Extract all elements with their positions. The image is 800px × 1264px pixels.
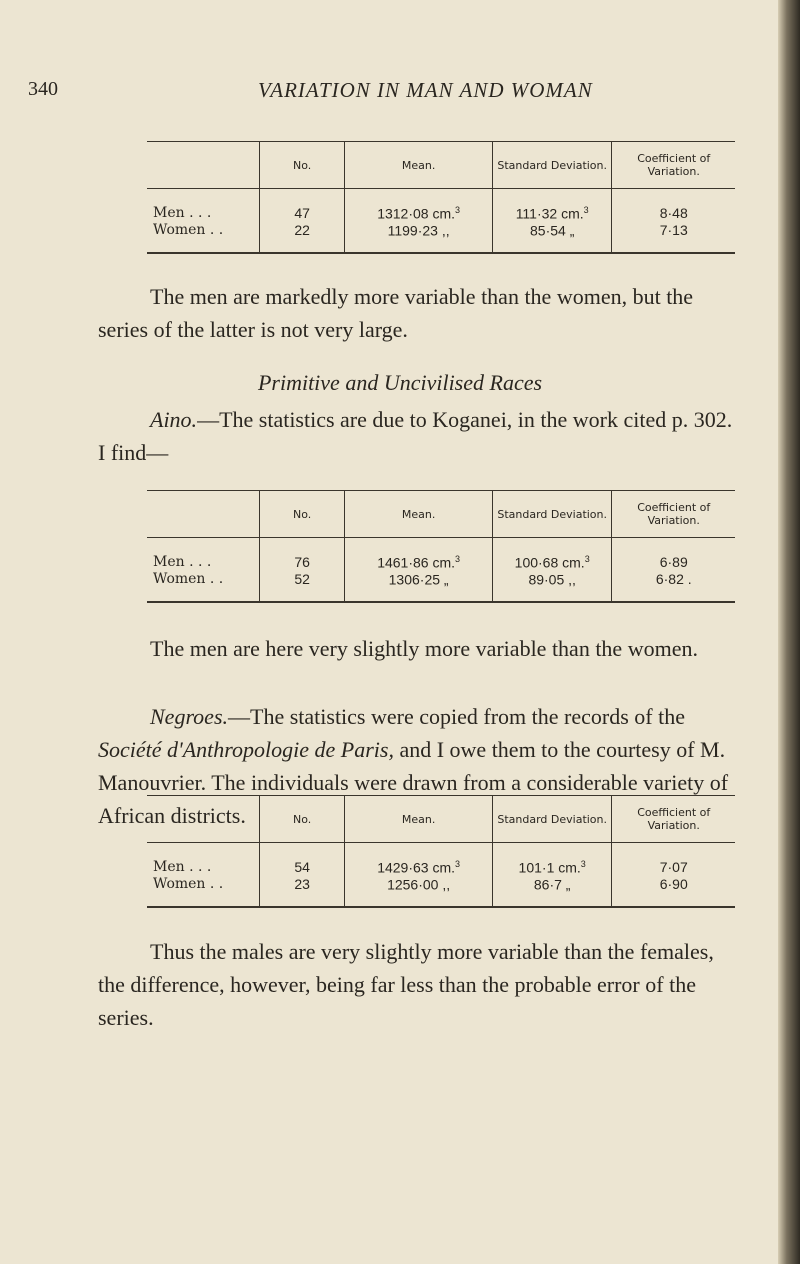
header-mean: Mean. (345, 142, 493, 189)
negroes-title: Negroes. (150, 704, 229, 729)
table-header-row (147, 796, 735, 843)
stats-table-2 (147, 490, 735, 603)
table-row (147, 222, 735, 254)
paragraph-men-more-variable: The men are markedly more variable than the women, but the series of the latter is not very large. (98, 284, 694, 342)
cell-cv: 6·89 (659, 554, 688, 570)
page-number: 340 (28, 78, 58, 100)
page-header (28, 78, 748, 118)
cell-no: 52 (259, 571, 344, 603)
row-label: Women . . (147, 222, 259, 254)
cell-cv: 6·90 (659, 875, 688, 892)
cell-sd: 100·68 cm.$^3$ (492, 538, 612, 571)
cell-mean: 1461·86 cm.$^3$ (345, 538, 493, 571)
row-label: Women . . (147, 876, 259, 908)
header-sd: Standard Deviation. (492, 142, 612, 189)
header-blank (147, 491, 259, 538)
section-heading: Primitive and Uncivilised Races (257, 370, 543, 395)
table-row (147, 538, 735, 571)
cell-mean: 1429·63 cm.$^3$ (345, 843, 493, 876)
paragraph-aino: Aino.—The statistics are due to Koganei, in the work cited p. 302. I find— (98, 407, 733, 465)
cell-mean: 1312·08 cm.$^3$ (345, 189, 493, 222)
table-row (147, 571, 735, 603)
paragraph-slightly-more-variable: The men are here very slightly more variable than the women. (150, 636, 698, 661)
cell-cv: 7·13 (659, 221, 688, 238)
header-sd: Standard Deviation. (492, 491, 612, 538)
cell-cv: 6·82 . (655, 570, 692, 587)
paragraph-negroes: Negroes.—The statistics were copied from the records of the Société d'Anthropologie de Paris, and I owe them to the courtesy of M. Manouvrier. The individuals were drawn from a considerable variety of African districts. (98, 704, 729, 828)
page-edge-shadow (778, 0, 800, 1264)
row-label: Men . . . (147, 843, 259, 876)
header-blank (147, 796, 259, 843)
header-mean: Mean. (345, 491, 493, 538)
cell-sd: 89·05 ,, (492, 571, 612, 603)
table-row (147, 843, 735, 876)
header-no: No. (259, 491, 344, 538)
stats-table-1 (147, 141, 735, 254)
cell-cv: 8·48 (659, 205, 688, 221)
cell-sd: 111·32 cm.$^3$ (492, 189, 612, 222)
header-no: No. (259, 796, 344, 843)
row-label: Men . . . (147, 189, 259, 222)
table-row (147, 189, 735, 222)
running-title: VARIATION IN MAN AND WOMAN (258, 78, 593, 102)
table-header-row (147, 491, 735, 538)
header-cv: Coefficient of Variation. (612, 142, 735, 189)
row-label: Men . . . (147, 538, 259, 571)
table-header-row (147, 142, 735, 189)
paragraph-conclusion: Thus the males are very slightly more variable than the females, the difference, however, being far less than the probable error of the series. (98, 939, 714, 1030)
aino-title: Aino. (150, 407, 198, 432)
row-label: Women . . (147, 571, 259, 603)
cell-no: 76 (259, 538, 344, 571)
header-blank (147, 142, 259, 189)
cell-no: 47 (259, 189, 344, 222)
cell-no: 22 (259, 222, 344, 254)
cell-sd: 86·7 „ (492, 876, 612, 908)
cell-mean: 1306·25 „ (345, 571, 493, 603)
header-mean: Mean. (345, 796, 493, 843)
cell-cv: 7·07 (659, 859, 688, 875)
header-sd: Standard Deviation. (492, 796, 612, 843)
header-cv: Coefficient of Variation. (612, 796, 735, 843)
cell-no: 23 (259, 876, 344, 908)
header-no: No. (259, 142, 344, 189)
table-row (147, 876, 735, 908)
cell-mean: 1199·23 ,, (345, 222, 493, 254)
stats-table-3 (147, 795, 735, 908)
cell-sd: 85·54 „ (492, 222, 612, 254)
societe-name: Société d'Anthropologie de Paris, (98, 737, 394, 762)
cell-sd: 101·1 cm.$^3$ (492, 843, 612, 876)
cell-no: 54 (259, 843, 344, 876)
header-cv: Coefficient of Variation. (612, 491, 735, 538)
cell-mean: 1256·00 ,, (345, 876, 493, 908)
